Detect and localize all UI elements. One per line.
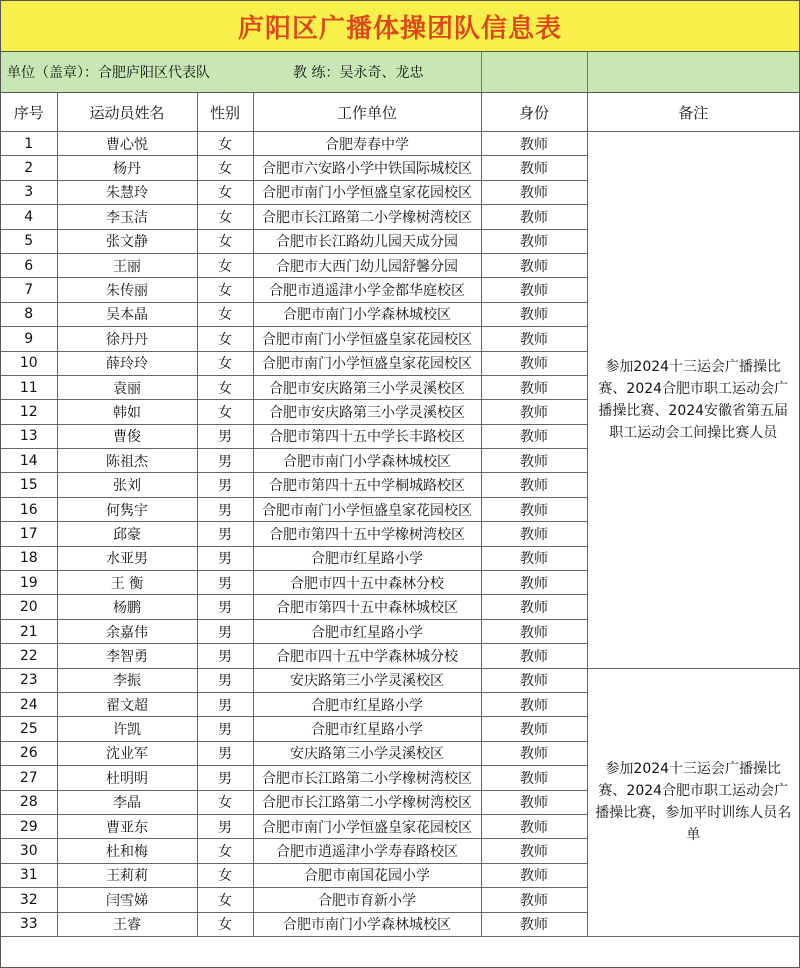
header-no: 序号 [1, 93, 57, 132]
cell-unit: 合肥市南门小学恒盛皇家花园校区 [253, 497, 481, 521]
cell-no: 33 [1, 912, 57, 936]
cell-gender: 女 [197, 912, 253, 936]
cell-gender: 女 [197, 253, 253, 277]
cell-gender: 男 [197, 692, 253, 716]
cell-name: 陈祖杰 [57, 449, 197, 473]
cell-name: 闫雪娣 [57, 888, 197, 912]
cell-name: 余嘉伟 [57, 619, 197, 643]
cell-role: 教师 [481, 278, 587, 302]
cell-gender: 男 [197, 473, 253, 497]
coach-line: 教 练：吴永奇、龙忠 [293, 65, 424, 81]
cell-unit: 合肥市南门小学森林城校区 [253, 912, 481, 936]
cell-no: 1 [1, 132, 57, 156]
cell-gender: 男 [197, 595, 253, 619]
cell-name: 翟文超 [57, 692, 197, 716]
cell-gender: 男 [197, 571, 253, 595]
cell-gender: 女 [197, 205, 253, 229]
cell-name: 王莉莉 [57, 863, 197, 887]
cell-unit: 合肥市大西门幼儿园舒馨分园 [253, 253, 481, 277]
cell-gender: 女 [197, 375, 253, 399]
cell-unit: 合肥市长江路第二小学橡树湾校区 [253, 205, 481, 229]
cell-no: 22 [1, 644, 57, 668]
cell-no: 27 [1, 766, 57, 790]
info-divider [587, 52, 588, 92]
cell-gender: 男 [197, 717, 253, 741]
cell-role: 教师 [481, 156, 587, 180]
cell-name: 李振 [57, 668, 197, 692]
cell-name: 杜明明 [57, 766, 197, 790]
cell-role: 教师 [481, 619, 587, 643]
cell-name: 张文静 [57, 229, 197, 253]
cell-unit: 合肥市六安路小学中铁国际城校区 [253, 156, 481, 180]
cell-role: 教师 [481, 863, 587, 887]
cell-role: 教师 [481, 741, 587, 765]
cell-unit: 合肥市育新小学 [253, 888, 481, 912]
cell-no: 15 [1, 473, 57, 497]
cell-name: 何隽宇 [57, 497, 197, 521]
cell-no: 10 [1, 351, 57, 375]
cell-unit: 合肥寿春中学 [253, 132, 481, 156]
cell-gender: 女 [197, 180, 253, 204]
cell-unit: 合肥市南门小学恒盛皇家花园校区 [253, 180, 481, 204]
cell-no: 19 [1, 571, 57, 595]
cell-name: 许凯 [57, 717, 197, 741]
cell-gender: 女 [197, 132, 253, 156]
cell-name: 朱传丽 [57, 278, 197, 302]
cell-no: 25 [1, 717, 57, 741]
cell-no: 16 [1, 497, 57, 521]
cell-gender: 女 [197, 400, 253, 424]
cell-gender: 女 [197, 790, 253, 814]
cell-unit: 合肥市南门小学恒盛皇家花园校区 [253, 327, 481, 351]
header-name: 运动员姓名 [57, 93, 197, 132]
cell-role: 教师 [481, 839, 587, 863]
table-header-row [1, 93, 799, 132]
cell-gender: 女 [197, 839, 253, 863]
cell-no: 29 [1, 814, 57, 838]
header-role: 身份 [481, 93, 587, 132]
table-body [1, 132, 799, 937]
cell-name: 吴本晶 [57, 302, 197, 326]
cell-no: 26 [1, 741, 57, 765]
cell-role: 教师 [481, 473, 587, 497]
cell-role: 教师 [481, 912, 587, 936]
cell-no: 3 [1, 180, 57, 204]
cell-role: 教师 [481, 253, 587, 277]
remark-cell: 参加2024十三运会广播操比赛、2024合肥市职工运动会广播操比赛，参加平时训练人员名单 [587, 668, 799, 936]
cell-no: 28 [1, 790, 57, 814]
cell-gender: 女 [197, 863, 253, 887]
cell-name: 李玉洁 [57, 205, 197, 229]
cell-name: 王 衡 [57, 571, 197, 595]
cell-name: 李晶 [57, 790, 197, 814]
cell-role: 教师 [481, 327, 587, 351]
cell-no: 20 [1, 595, 57, 619]
cell-gender: 男 [197, 546, 253, 570]
cell-unit: 合肥市第四十五中森林城校区 [253, 595, 481, 619]
cell-role: 教师 [481, 132, 587, 156]
cell-role: 教师 [481, 888, 587, 912]
sheet-title: 庐阳区广播体操团队信息表 [237, 13, 562, 44]
cell-gender: 男 [197, 497, 253, 521]
cell-role: 教师 [481, 205, 587, 229]
cell-role: 教师 [481, 766, 587, 790]
cell-name: 曹亚东 [57, 814, 197, 838]
header-gender: 性别 [197, 93, 253, 132]
cell-no: 5 [1, 229, 57, 253]
cell-role: 教师 [481, 571, 587, 595]
cell-no: 13 [1, 424, 57, 448]
cell-unit: 安庆路第三小学灵溪校区 [253, 741, 481, 765]
cell-gender: 男 [197, 522, 253, 546]
cell-role: 教师 [481, 692, 587, 716]
header-remark: 备注 [587, 93, 799, 132]
remark-cell: 参加2024十三运会广播操比赛、2024合肥市职工运动会广播操比赛、2024安徽省第五届职工运动会工间操比赛人员 [587, 132, 799, 669]
cell-no: 9 [1, 327, 57, 351]
cell-name: 杜和梅 [57, 839, 197, 863]
cell-unit: 合肥市安庆路第三小学灵溪校区 [253, 375, 481, 399]
cell-no: 18 [1, 546, 57, 570]
cell-gender: 女 [197, 327, 253, 351]
cell-unit: 合肥市逍遥津小学寿春路校区 [253, 839, 481, 863]
cell-role: 教师 [481, 668, 587, 692]
cell-gender: 男 [197, 766, 253, 790]
cell-role: 教师 [481, 449, 587, 473]
cell-unit: 合肥市逍遥津小学金都华庭校区 [253, 278, 481, 302]
cell-role: 教师 [481, 522, 587, 546]
cell-no: 4 [1, 205, 57, 229]
cell-gender: 男 [197, 619, 253, 643]
cell-unit: 合肥市安庆路第三小学灵溪校区 [253, 400, 481, 424]
cell-no: 14 [1, 449, 57, 473]
cell-role: 教师 [481, 351, 587, 375]
cell-no: 11 [1, 375, 57, 399]
cell-gender: 女 [197, 302, 253, 326]
cell-role: 教师 [481, 497, 587, 521]
title-bar [1, 1, 799, 52]
cell-name: 杨丹 [57, 156, 197, 180]
table-row [1, 132, 799, 156]
cell-role: 教师 [481, 644, 587, 668]
cell-role: 教师 [481, 180, 587, 204]
cell-name: 徐丹丹 [57, 327, 197, 351]
cell-no: 32 [1, 888, 57, 912]
cell-no: 6 [1, 253, 57, 277]
team-table [1, 93, 799, 937]
cell-gender: 男 [197, 424, 253, 448]
cell-unit: 合肥市南国花园小学 [253, 863, 481, 887]
cell-name: 沈业军 [57, 741, 197, 765]
info-divider [481, 52, 482, 92]
cell-name: 韩如 [57, 400, 197, 424]
cell-unit: 合肥市长江路第二小学橡树湾校区 [253, 766, 481, 790]
cell-name: 王丽 [57, 253, 197, 277]
cell-name: 李智勇 [57, 644, 197, 668]
cell-name: 杨鹏 [57, 595, 197, 619]
cell-role: 教师 [481, 400, 587, 424]
cell-gender: 女 [197, 156, 253, 180]
cell-unit: 合肥市红星路小学 [253, 692, 481, 716]
cell-name: 曹心悦 [57, 132, 197, 156]
cell-name: 曹俊 [57, 424, 197, 448]
cell-role: 教师 [481, 375, 587, 399]
cell-unit: 合肥市第四十五中学橡树湾校区 [253, 522, 481, 546]
unit-line: 单位（盖章）：合肥庐阳区代表队 [7, 65, 210, 81]
cell-role: 教师 [481, 424, 587, 448]
cell-unit: 合肥市南门小学恒盛皇家花园校区 [253, 814, 481, 838]
cell-role: 教师 [481, 595, 587, 619]
cell-unit: 合肥市红星路小学 [253, 546, 481, 570]
cell-gender: 女 [197, 351, 253, 375]
cell-gender: 男 [197, 741, 253, 765]
cell-unit: 合肥市南门小学恒盛皇家花园校区 [253, 351, 481, 375]
cell-unit: 合肥市长江路幼儿园天成分园 [253, 229, 481, 253]
cell-no: 2 [1, 156, 57, 180]
cell-name: 张刘 [57, 473, 197, 497]
cell-no: 23 [1, 668, 57, 692]
cell-unit: 合肥市四十五中学森林城分校 [253, 644, 481, 668]
cell-unit: 安庆路第三小学灵溪校区 [253, 668, 481, 692]
cell-name: 朱慧玲 [57, 180, 197, 204]
cell-no: 8 [1, 302, 57, 326]
cell-role: 教师 [481, 302, 587, 326]
cell-no: 7 [1, 278, 57, 302]
cell-gender: 女 [197, 229, 253, 253]
cell-name: 邱豪 [57, 522, 197, 546]
cell-role: 教师 [481, 717, 587, 741]
cell-role: 教师 [481, 814, 587, 838]
header-unit: 工作单位 [253, 93, 481, 132]
cell-name: 王睿 [57, 912, 197, 936]
cell-unit: 合肥市红星路小学 [253, 717, 481, 741]
cell-role: 教师 [481, 229, 587, 253]
cell-no: 21 [1, 619, 57, 643]
cell-unit: 合肥市四十五中森林分校 [253, 571, 481, 595]
cell-unit: 合肥市南门小学森林城校区 [253, 302, 481, 326]
cell-gender: 女 [197, 888, 253, 912]
cell-no: 17 [1, 522, 57, 546]
table-row [1, 668, 799, 692]
cell-gender: 男 [197, 644, 253, 668]
cell-name: 水亚男 [57, 546, 197, 570]
cell-no: 12 [1, 400, 57, 424]
cell-no: 24 [1, 692, 57, 716]
cell-unit: 合肥市第四十五中学长丰路校区 [253, 424, 481, 448]
cell-role: 教师 [481, 790, 587, 814]
cell-unit: 合肥市长江路第二小学橡树湾校区 [253, 790, 481, 814]
cell-gender: 女 [197, 278, 253, 302]
cell-role: 教师 [481, 546, 587, 570]
info-row [1, 52, 799, 93]
cell-gender: 男 [197, 814, 253, 838]
cell-gender: 男 [197, 668, 253, 692]
cell-unit: 合肥市南门小学森林城校区 [253, 449, 481, 473]
cell-unit: 合肥市第四十五中学桐城路校区 [253, 473, 481, 497]
cell-name: 袁丽 [57, 375, 197, 399]
cell-no: 30 [1, 839, 57, 863]
cell-unit: 合肥市红星路小学 [253, 619, 481, 643]
cell-name: 薛玲玲 [57, 351, 197, 375]
cell-gender: 男 [197, 449, 253, 473]
cell-no: 31 [1, 863, 57, 887]
